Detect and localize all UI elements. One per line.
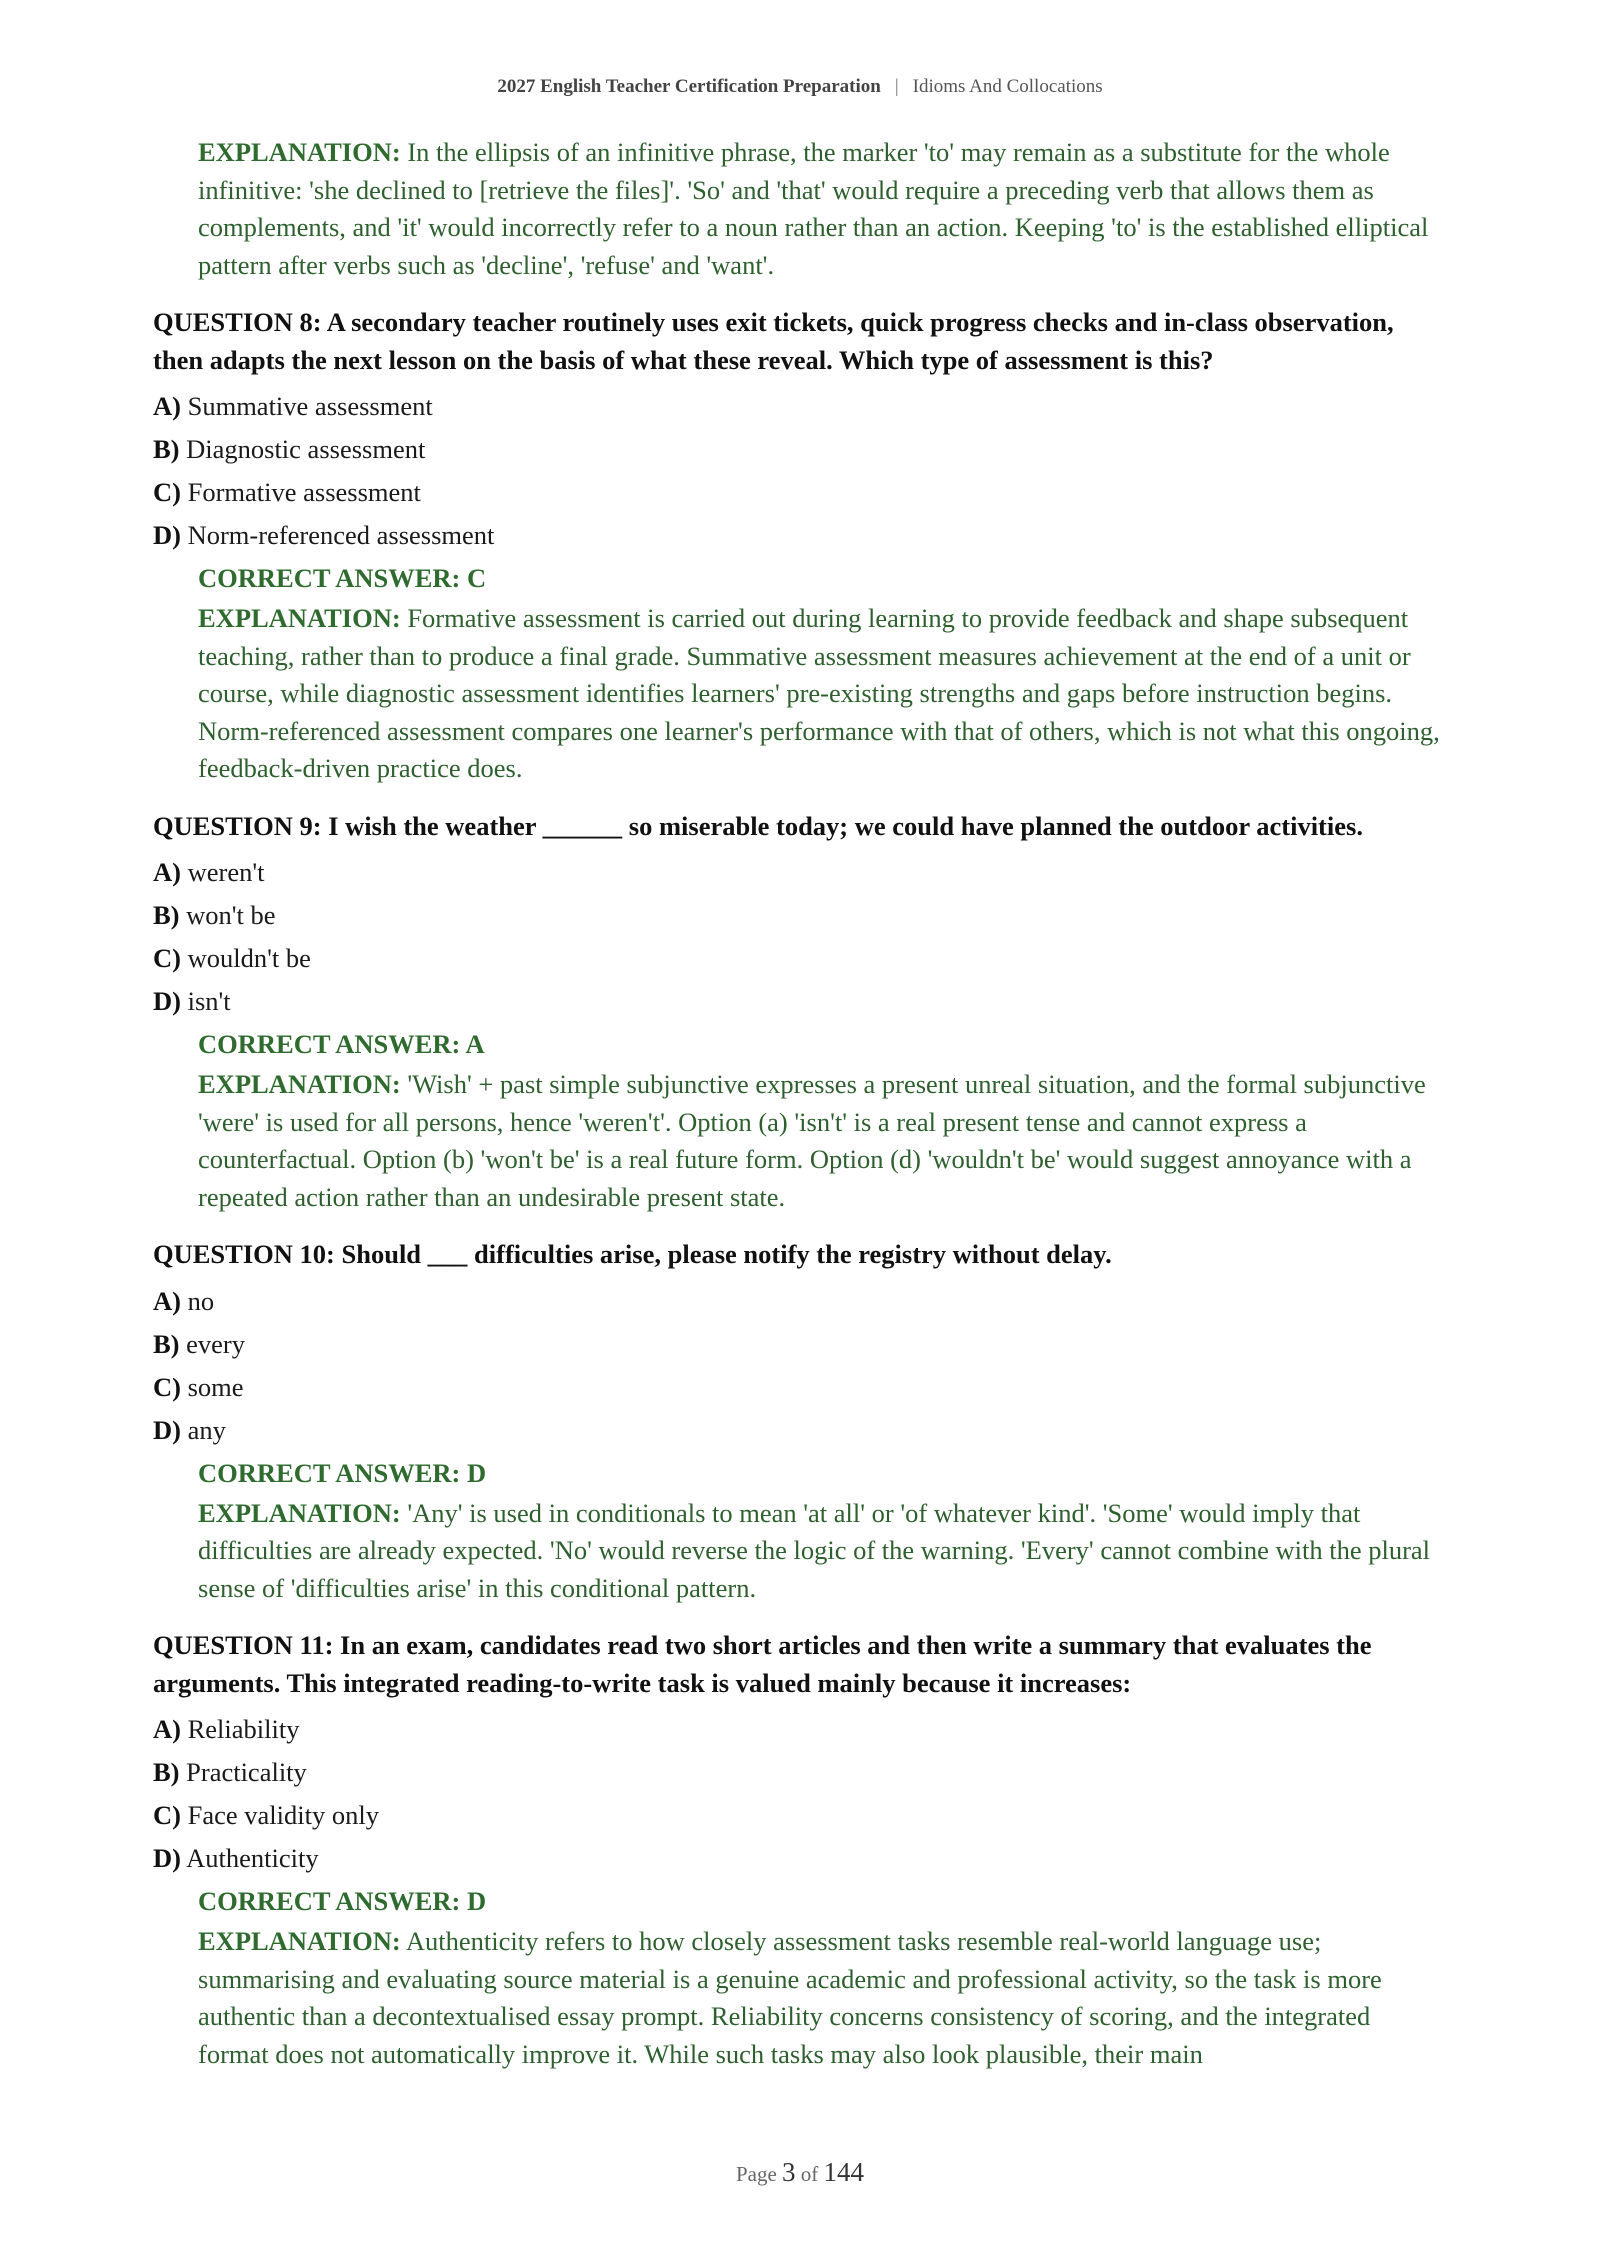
option-letter: C): [153, 943, 181, 973]
explanation-label: EXPLANATION:: [198, 1926, 401, 1956]
option-a: [153, 1280, 1445, 1323]
explanation-label: EXPLANATION:: [198, 137, 401, 167]
option-text: Authenticity: [186, 1843, 319, 1873]
option-d: [153, 514, 1445, 557]
option-text: isn't: [187, 986, 231, 1016]
option-text: Norm-referenced assessment: [187, 520, 495, 550]
explanation-label: EXPLANATION:: [198, 1497, 401, 1528]
explanation-label: EXPLANATION:: [198, 603, 401, 633]
correct-answer: CORRECT ANSWER: D: [198, 1886, 487, 1916]
option-d: [153, 1409, 1445, 1452]
option-text: Face validity only: [187, 1800, 379, 1830]
page-header: [0, 76, 1600, 98]
option-letter: C): [153, 477, 181, 507]
option-text: every: [186, 1328, 245, 1359]
question-block-10: [153, 1236, 1445, 1607]
explanation: [153, 1495, 1445, 1608]
option-text: wouldn't be: [187, 943, 311, 973]
option-letter: D): [153, 1843, 181, 1873]
explanation-text: 'Any' is used in conditionals to mean 'at all' or 'of whatever kind'. 'Some' would imply that difficulties are already expected. 'No' would reverse the logic of the warning. 'Every' cannot combine with the plural sense of 'difficulties arise' in this conditional pattern.: [198, 1497, 1431, 1603]
question-heading: QUESTION 10: Should ___ difficulties arise, please notify the registry without delay.: [153, 1239, 1112, 1269]
intro-explanation: [153, 134, 1445, 284]
option-text: won't be: [186, 900, 276, 930]
option-text: Practicality: [186, 1757, 307, 1787]
explanation-text: Authenticity refers to how closely assessment tasks resemble real-world language use; summarising and evaluating source material is a genuine academic and professional activity, so the task is more authentic than a decontextualised essay prompt. Reliability concerns consistency of scoring, and the integrated format does not automatically improve it. While such tasks may also look plausible, their main: [198, 1926, 1382, 2069]
question-heading: QUESTION 9: I wish the weather ______ so miserable today; we could have planned the outdoor activities.: [153, 810, 1363, 841]
question-block-9: [153, 808, 1445, 1217]
option-a: [153, 385, 1445, 428]
option-c: [153, 471, 1445, 514]
page-content: [153, 134, 1445, 2093]
question-block-11: [153, 1627, 1445, 2073]
option-text: no: [187, 1285, 215, 1316]
option-text: Summative assessment: [187, 391, 433, 421]
explanation: [153, 600, 1445, 788]
option-c: [153, 1794, 1445, 1837]
header-separator: |: [894, 76, 899, 97]
option-text: weren't: [187, 857, 265, 887]
header-title: 2027 English Teacher Certification Preparation: [497, 76, 881, 97]
option-d: [153, 1837, 1445, 1880]
question-block-8: [153, 304, 1445, 788]
page-word: Page: [735, 2162, 777, 2186]
options-list: [153, 1708, 1445, 1880]
page-total: 144: [823, 2157, 865, 2187]
option-b: [153, 1323, 1445, 1366]
option-letter: B): [153, 1328, 180, 1359]
question-heading: QUESTION 11: In an exam, candidates read two short articles and then write a summary that evaluates the arguments. This integrated reading-to-write task is valued mainly because it increases:: [153, 1630, 1372, 1698]
option-d: [153, 980, 1445, 1023]
option-letter: C): [153, 1800, 181, 1830]
question-heading: QUESTION 8: A secondary teacher routinely uses exit tickets, quick progress checks and in-class observation, then adapts the next lesson on the basis of what these reveal. Which type of assessment is this?: [153, 307, 1394, 375]
option-b: [153, 1751, 1445, 1794]
explanation-label: EXPLANATION:: [198, 1069, 401, 1099]
option-b: [153, 428, 1445, 471]
option-c: [153, 1366, 1445, 1409]
option-letter: A): [153, 391, 181, 421]
option-text: Diagnostic assessment: [186, 434, 426, 464]
correct-answer: CORRECT ANSWER: D: [198, 1457, 487, 1488]
option-letter: A): [153, 1714, 181, 1744]
option-letter: D): [153, 520, 181, 550]
option-text: Formative assessment: [187, 477, 421, 507]
explanation-text: Formative assessment is carried out during learning to provide feedback and shape subsequent teaching, rather than to produce a final grade. Summative assessment measures achievement at the end of a unit or course, while diagnostic assessment identifies learners' pre-existing strengths and gaps before instruction begins. Norm-referenced assessment compares one learner's performance with that of others, which is not what this ongoing, feedback-driven practice does.: [198, 603, 1440, 783]
correct-answer: CORRECT ANSWER: C: [198, 563, 487, 593]
explanation-text: 'Wish' + past simple subjunctive expresses a present unreal situation, and the formal subjunctive 'were' is used for all persons, hence 'weren't'. Option (a) 'isn't' is a real present tense and cannot express a counterfactual. Option (b) 'won't be' is a real future form. Option (d) 'wouldn't be' would suggest annoyance with a repeated action rather than an undesirable present state.: [198, 1069, 1426, 1212]
options-list: [153, 851, 1445, 1023]
option-text: some: [187, 1371, 244, 1402]
page-current: 3: [782, 2157, 796, 2187]
correct-answer: CORRECT ANSWER: A: [198, 1029, 485, 1059]
explanation: [153, 1066, 1445, 1216]
explanation-text: In the ellipsis of an infinitive phrase, the marker 'to' may remain as a substitute for the whole infinitive: 'she declined to [retrieve the files]'. 'So' and 'that' would require a preceding verb that allows them as complements, and 'it' would incorrectly refer to a noun rather than an action. Keeping 'to' is the established elliptical pattern after verbs such as 'decline', 'refuse' and 'want'.: [198, 137, 1429, 280]
option-c: [153, 937, 1445, 980]
page-footer: [0, 2157, 1600, 2188]
header-subtitle: Idioms And Collocations: [912, 76, 1103, 97]
option-letter: C): [153, 1371, 181, 1402]
option-b: [153, 894, 1445, 937]
option-a: [153, 851, 1445, 894]
option-text: any: [187, 1414, 226, 1445]
option-letter: B): [153, 900, 180, 930]
option-a: [153, 1708, 1445, 1751]
option-letter: D): [153, 986, 181, 1016]
option-letter: B): [153, 434, 180, 464]
option-letter: D): [153, 1414, 181, 1445]
options-list: [153, 1280, 1445, 1452]
of-word: of: [800, 2162, 819, 2186]
option-letter: A): [153, 1285, 181, 1316]
option-text: Reliability: [187, 1714, 300, 1744]
explanation: [153, 1923, 1445, 2073]
option-letter: B): [153, 1757, 180, 1787]
options-list: [153, 385, 1445, 557]
option-letter: A): [153, 857, 181, 887]
